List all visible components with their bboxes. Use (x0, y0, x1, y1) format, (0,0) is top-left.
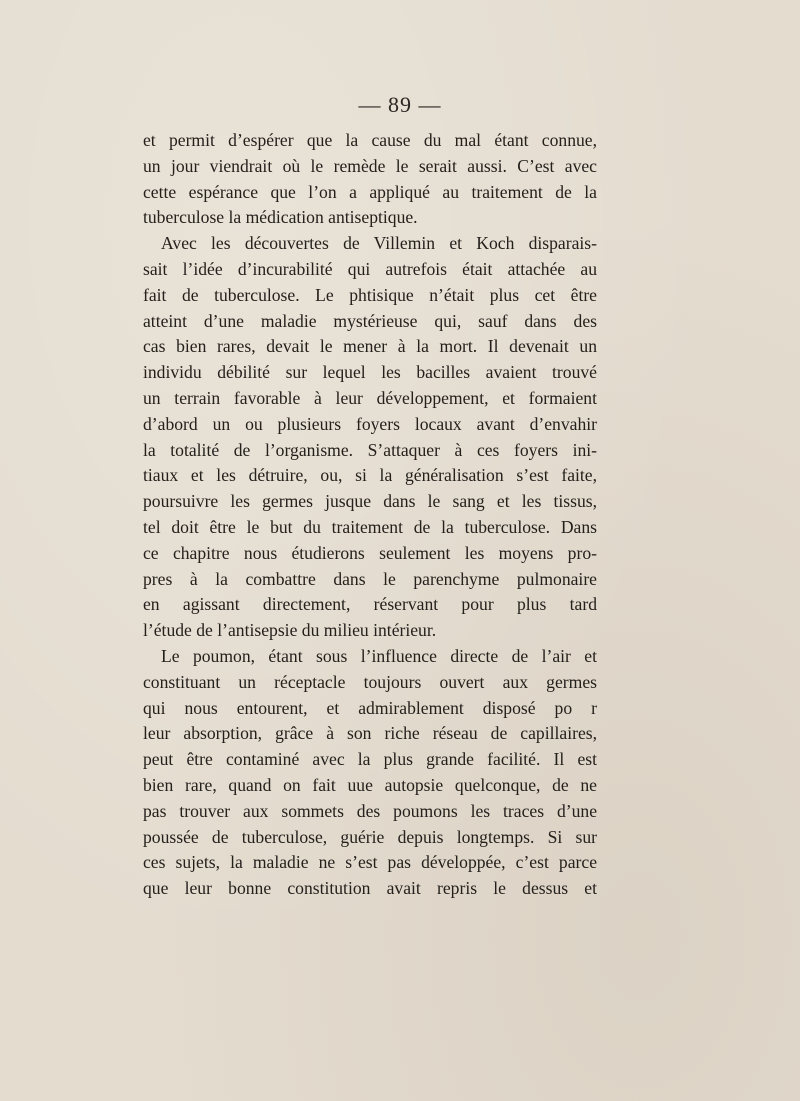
text-line: constituant un réceptacle toujours ouvert aux germes (143, 671, 597, 692)
text-line: leur absorption, grâce à son riche réseau de capillaires, (143, 723, 597, 744)
page-number: — 89 — (358, 92, 442, 117)
text-line: la totalité de l’organisme. S’attaquer à ces foyers ini- (143, 439, 597, 460)
paragraph (143, 128, 597, 231)
text-line: et permit d’espérer que la cause du mal étant connue, (143, 130, 597, 150)
text-line: poursuivre les germes jusque dans le sang et les tissus, (143, 491, 597, 512)
text-line: atteint d’une maladie mystérieuse qui, sauf dans des (143, 310, 597, 331)
text-line: qui nous entourent, et admirablement disposé po r (143, 697, 597, 718)
text-line: pas trouver aux sommets des poumons les traces d’une (143, 800, 597, 821)
text-line: pres à la combattre dans le parenchyme pulmonaire (143, 568, 597, 589)
paragraph (143, 231, 597, 644)
text-line: d’abord un ou plusieurs foyers locaux avant d’envahir (143, 413, 597, 434)
text-line: l’étude de l’antisepsie du milieu intérieur. (143, 620, 437, 641)
text-line: un terrain favorable à leur développement, et formaient (143, 387, 597, 408)
text-line: poussée de tuberculose, guérie depuis longtemps. Si sur (143, 826, 597, 847)
text-line: tel doit être le but du traitement de la tuberculose. Dans (143, 516, 597, 537)
text-line: fait de tuberculose. Le phtisique n’était plus cet être (143, 284, 597, 305)
text-line: un jour viendrait où le remède le serait aussi. C’est avec (143, 155, 597, 176)
text-line: en agissant directement, réservant pour plus tard (143, 594, 597, 615)
body-text (143, 128, 597, 902)
paragraph (143, 644, 597, 902)
text-line: bien rare, quand on fait uue autopsie quelconque, de ne (143, 774, 597, 795)
text-line: cas bien rares, devait le mener à la mort. Il devenait un (143, 336, 597, 357)
text-line: Le poumon, étant sous l’influence directe de l’air et (161, 645, 597, 666)
text-line: Avec les découvertes de Villemin et Koch disparais- (161, 233, 597, 254)
text-line: individu débilité sur lequel les bacilles avaient trouvé (143, 362, 597, 383)
text-line: ce chapitre nous étudierons seulement les moyens pro- (143, 542, 597, 563)
text-line: que leur bonne constitution avait repris le dessus et (143, 878, 597, 899)
text-line: tuberculose la médication antiseptique. (143, 207, 418, 228)
text-line: peut être contaminé avec la plus grande facilité. Il est (143, 749, 597, 770)
text-line: ces sujets, la maladie ne s’est pas développée, c’est parce (143, 852, 597, 873)
text-line: tiaux et les détruire, ou, si la généralisation s’est faite, (143, 465, 597, 486)
text-line: cette espérance que l’on a appliqué au traitement de la (143, 181, 597, 202)
text-line: sait l’idée d’incurabilité qui autrefois était attachée au (143, 258, 597, 279)
